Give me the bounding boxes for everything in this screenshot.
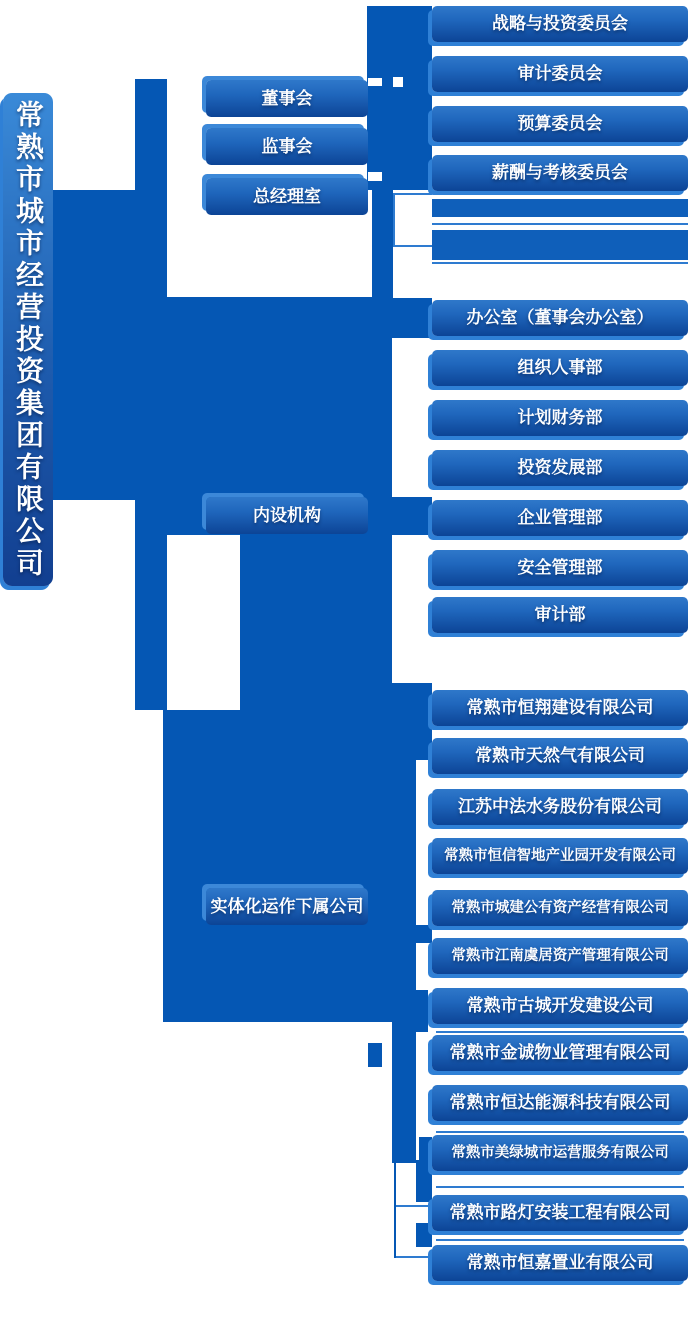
- org-box-governance-2: 总经理室: [206, 178, 368, 215]
- connector-bridge-departments: [392, 497, 432, 535]
- org-box-subsidiaries-10: 常熟市路灯安装工程有限公司: [432, 1195, 688, 1231]
- org-box-departments-2: 计划财务部: [432, 400, 688, 436]
- org-box-committees-3: 薪酬与考核委员会: [432, 155, 688, 191]
- white-notch: [368, 172, 382, 181]
- org-box-governance-1: 监事会: [206, 128, 368, 165]
- org-box-subsidiaries-11: 常熟市恒嘉置业有限公司: [432, 1245, 688, 1281]
- org-box-empty-2: [432, 228, 688, 260]
- white-notch: [368, 78, 382, 86]
- company-bar: [3, 93, 53, 586]
- company-name: 常熟市城市经营投资集团有限公司: [13, 99, 44, 580]
- org-box-subsidiaries-4: 常熟市城建公有资产经营有限公司: [432, 890, 688, 926]
- connector-stub: [368, 1043, 382, 1067]
- connector-hline: [396, 1205, 432, 1207]
- org-box-subsidiaries-2: 江苏中法水务股份有限公司: [432, 789, 688, 825]
- org-box-committees-0: 战略与投资委员会: [432, 6, 688, 42]
- org-box-departments-3: 投资发展部: [432, 450, 688, 486]
- org-box-departments-4: 企业管理部: [432, 500, 688, 536]
- connector-bracket: [393, 193, 432, 247]
- org-box-subsidiaries-5: 常熟市江南虞居资产管理有限公司: [432, 938, 688, 974]
- connector-stub: [416, 1223, 432, 1247]
- org-box-subsidiaries-0: 常熟市恒翔建设有限公司: [432, 690, 688, 726]
- divider-rule: [436, 1239, 684, 1241]
- org-box-empty-1: [432, 197, 688, 217]
- divider-rule: [432, 223, 688, 225]
- connector-hline: [396, 1256, 432, 1258]
- connector-stub: [416, 925, 432, 943]
- org-box-subsidiaries-9: 常熟市美绿城市运营服务有限公司: [432, 1135, 688, 1171]
- connector-bridge-office: [392, 298, 432, 338]
- connector-strip-right-of-bar: [53, 190, 137, 500]
- org-box-departments-6: 审计部: [432, 597, 688, 633]
- connector-vline-bottom: [394, 1163, 396, 1258]
- org-box-departments-5: 安全管理部: [432, 550, 688, 586]
- divider-rule: [432, 262, 688, 264]
- divider-rule: [436, 1131, 684, 1133]
- org-box-departments-0: 办公室（董事会办公室）: [432, 300, 688, 336]
- divider-rule: [436, 1186, 684, 1188]
- connector-stub: [416, 1160, 432, 1202]
- org-box-subsidiaries-1: 常熟市天然气有限公司: [432, 738, 688, 774]
- org-box-subsidiaries-8: 常熟市恒达能源科技有限公司: [432, 1085, 688, 1121]
- org-box-committees-1: 审计委员会: [432, 56, 688, 92]
- org-box-governance-3: 内设机构: [206, 497, 368, 534]
- white-notch: [393, 77, 403, 87]
- connector-col-top-right: [367, 6, 432, 190]
- connector-stub: [416, 990, 428, 1032]
- org-box-subsidiaries-7: 常熟市金诚物业管理有限公司: [432, 1035, 688, 1071]
- org-box-subsidiaries-6: 常熟市古城开发建设公司: [432, 988, 688, 1024]
- connector-mass-lower: [163, 710, 392, 1022]
- connector-mass-mid-right: [240, 535, 392, 710]
- connector-col-subsidiaries: [392, 760, 416, 1163]
- connector-bridge-subsidiaries: [392, 683, 432, 760]
- org-box-governance-0: 董事会: [206, 80, 368, 117]
- org-box-subsidiaries-3: 常熟市恒信智地产业园开发有限公司: [432, 838, 688, 874]
- divider-rule: [436, 1031, 684, 1033]
- connector-col-mid-right: [372, 190, 393, 300]
- org-box-governance-4: 实体化运作下属公司: [206, 888, 368, 925]
- org-box-departments-1: 组织人事部: [432, 350, 688, 386]
- org-box-committees-2: 预算委员会: [432, 106, 688, 142]
